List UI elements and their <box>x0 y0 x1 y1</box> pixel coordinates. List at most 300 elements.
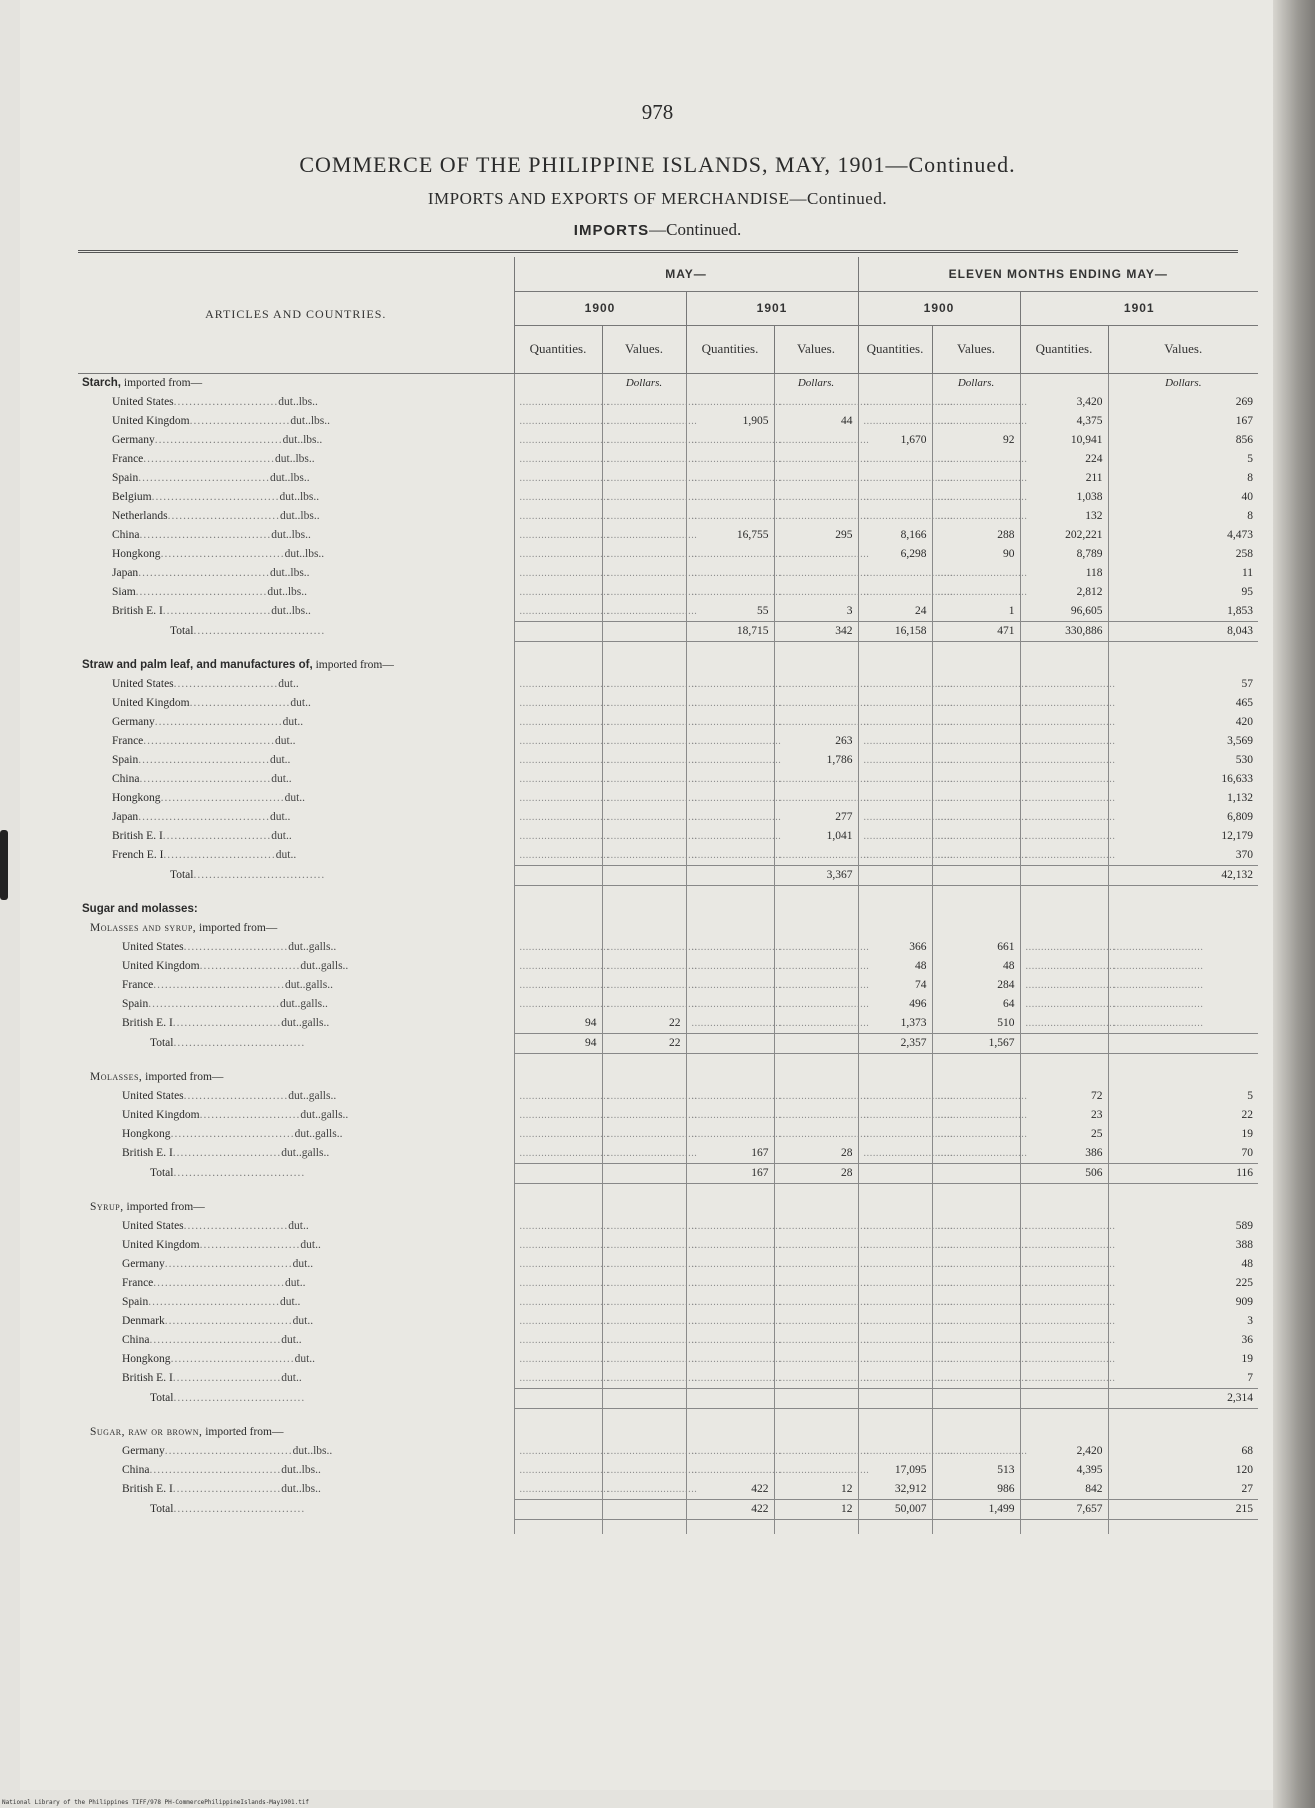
table-cell <box>1108 1519 1258 1534</box>
table-row <box>78 957 1258 976</box>
table-cell: 530 <box>1108 751 1258 770</box>
table-cell: ............................. <box>686 564 774 583</box>
row-unit: dut..lbs.. <box>269 567 310 579</box>
row-unit: dut.. <box>271 830 292 842</box>
table-cell <box>602 641 686 656</box>
table-cell: ............................. <box>514 770 602 789</box>
table-cell: ............................. <box>602 995 686 1014</box>
table-cell <box>858 1423 932 1442</box>
section-heading-row <box>78 656 1258 675</box>
table-cell: ............................. <box>686 1014 774 1034</box>
table-cell: ............................. <box>514 1217 602 1236</box>
table-cell: ............................. <box>602 1274 686 1293</box>
table-cell <box>858 656 932 675</box>
table-row <box>78 1274 1258 1293</box>
table-cell: ............................. <box>932 1369 1020 1389</box>
table-cell <box>858 885 932 900</box>
leader-dots: ................................. <box>164 1258 293 1270</box>
table-cell: ............................. <box>1108 938 1258 957</box>
table-cell: 330,886 <box>1020 621 1108 641</box>
table-row <box>78 450 1258 469</box>
table-cell: ............................. <box>1108 1014 1258 1034</box>
table-cell: ............................. <box>686 431 774 450</box>
leader-dots: ........................... <box>173 678 279 690</box>
leader-dots: .................................. <box>173 1167 306 1179</box>
leader-dots: ............................ <box>162 830 272 842</box>
table-row <box>78 469 1258 488</box>
table-cell: ............................. <box>686 469 774 488</box>
table-cell: 1,905 <box>686 412 774 431</box>
table-cell: ............................. <box>514 1106 602 1125</box>
table-cell: ............................. <box>932 507 1020 526</box>
row-unit: dut.. <box>292 1315 314 1327</box>
table-cell: ............................. <box>514 1312 602 1331</box>
table-cell: ............................. <box>1020 846 1108 866</box>
table-cell: ............................. <box>774 1331 858 1350</box>
total-row <box>78 1033 1258 1053</box>
row-unit: dut..galls.. <box>285 979 333 991</box>
section-title <box>0 220 1315 240</box>
table-cell: ............................. <box>932 564 1020 583</box>
table-cell: ............................. <box>932 694 1020 713</box>
table-cell: 225 <box>1108 1274 1258 1293</box>
table-cell: 12 <box>774 1480 858 1500</box>
table-row <box>78 1087 1258 1106</box>
table-cell: ............................. <box>774 1106 858 1125</box>
table-cell <box>1020 1408 1108 1423</box>
table-cell <box>858 1388 932 1408</box>
table-cell <box>686 1423 774 1442</box>
table-cell: 471 <box>932 621 1020 641</box>
table-cell: ............................. <box>774 995 858 1014</box>
table-cell: ............................. <box>774 1293 858 1312</box>
row-unit: dut..galls.. <box>281 1147 330 1160</box>
table-cell: ............................. <box>602 431 686 450</box>
table-cell: ............................. <box>686 713 774 732</box>
table-cell: ............................. <box>1020 1014 1108 1034</box>
table-cell <box>774 885 858 900</box>
table-cell <box>602 1388 686 1408</box>
table-cell: ............................. <box>602 1106 686 1125</box>
table-row <box>78 1106 1258 1125</box>
row-unit: dut..lbs.. <box>292 1445 333 1457</box>
table-cell: ............................. <box>686 545 774 564</box>
row-label: United States <box>112 678 174 690</box>
row-label: Spain <box>122 1296 149 1308</box>
table-cell <box>602 919 686 938</box>
table-cell <box>78 1408 514 1423</box>
leader-dots: ................................. <box>151 491 280 503</box>
table-cell: ............................. <box>686 1442 774 1461</box>
header-eleven-1901: 1901 <box>1020 291 1258 325</box>
table-cell: 1,499 <box>932 1499 1020 1519</box>
leader-dots: .......................... <box>199 1239 301 1251</box>
row-label: China <box>122 1334 150 1346</box>
table-cell: ............................. <box>1020 1236 1108 1255</box>
table-cell: ............................. <box>932 1125 1020 1144</box>
table-cell <box>602 621 686 641</box>
table-cell: ............................. <box>932 732 1020 751</box>
table-cell: ............................. <box>858 393 932 412</box>
table-cell <box>774 1068 858 1087</box>
table-cell: 42,132 <box>1108 865 1258 885</box>
row-unit: dut.. <box>275 849 297 862</box>
row-unit: dut..lbs.. <box>284 548 325 560</box>
table-row <box>78 1331 1258 1350</box>
table-cell: 167 <box>1108 412 1258 431</box>
table-cell: 7,657 <box>1020 1499 1108 1519</box>
table-cell: ............................. <box>686 751 774 770</box>
table-cell: 25 <box>1020 1125 1108 1144</box>
row-label: Germany <box>122 1445 165 1457</box>
table-cell: ............................. <box>932 770 1020 789</box>
table-cell <box>858 1408 932 1423</box>
table-cell <box>602 1423 686 1442</box>
table-cell: ............................. <box>774 583 858 602</box>
row-label: Spain <box>122 998 149 1010</box>
table-cell: 8,043 <box>1108 621 1258 641</box>
table-cell: ............................. <box>514 808 602 827</box>
table-cell: ............................. <box>514 846 602 866</box>
leader-dots: .................................. <box>138 811 270 823</box>
table-cell <box>78 1053 514 1068</box>
table-cell: 1,041 <box>774 827 858 846</box>
table-cell: ............................. <box>514 675 602 694</box>
table-cell <box>1108 656 1258 675</box>
table-cell: 288 <box>932 526 1020 545</box>
row-label: United States <box>122 1220 184 1232</box>
table-cell <box>932 1423 1020 1442</box>
table-cell: ............................. <box>1020 1331 1108 1350</box>
table-cell: ............................. <box>602 526 686 545</box>
table-cell: ............................. <box>774 976 858 995</box>
table-cell: ............................. <box>932 751 1020 770</box>
header-quantities: Quantities. <box>1020 325 1108 373</box>
table-cell: ............................. <box>932 1312 1020 1331</box>
leader-dots: ............................ <box>172 1483 282 1496</box>
header-quantities: Quantities. <box>686 325 774 373</box>
table-cell: ............................. <box>602 450 686 469</box>
table-cell: ............................. <box>514 1125 602 1144</box>
leader-dots: ........................... <box>183 1090 289 1102</box>
table-cell: 856 <box>1108 431 1258 450</box>
table-cell: 8,789 <box>1020 545 1108 564</box>
spacer-row <box>78 1519 1258 1534</box>
table-cell: ............................. <box>602 1461 686 1480</box>
table-cell <box>1020 919 1108 938</box>
table-cell: ............................. <box>514 1236 602 1255</box>
table-cell: 10,941 <box>1020 431 1108 450</box>
table-cell: ............................. <box>686 846 774 866</box>
table-cell: 6,298 <box>858 545 932 564</box>
table-cell <box>686 919 774 938</box>
table-cell: 269 <box>1108 393 1258 412</box>
table-cell: 94 <box>514 1014 602 1034</box>
table-cell <box>514 1388 602 1408</box>
table-cell: ............................. <box>686 1106 774 1125</box>
row-label: United States <box>122 941 184 953</box>
table-cell: ............................. <box>514 450 602 469</box>
table-cell <box>1020 885 1108 900</box>
table-cell: 388 <box>1108 1236 1258 1255</box>
table-cell: 1,853 <box>1108 602 1258 622</box>
table-cell: ............................. <box>774 1312 858 1331</box>
table-cell <box>1108 885 1258 900</box>
spacer-row <box>78 1053 1258 1068</box>
row-label: Spain <box>112 754 139 766</box>
table-cell <box>774 1183 858 1198</box>
table-row <box>78 1480 1258 1500</box>
table-cell: 48 <box>932 957 1020 976</box>
table-cell: 3,569 <box>1108 732 1258 751</box>
table-cell: 72 <box>1020 1087 1108 1106</box>
table-cell: ............................. <box>1020 751 1108 770</box>
row-unit: dut..galls.. <box>281 1017 330 1030</box>
table-cell: ............................. <box>602 1331 686 1350</box>
table-cell: ............................. <box>774 393 858 412</box>
table-cell: ............................. <box>514 469 602 488</box>
table-cell <box>686 373 774 393</box>
leader-dots: .................................. <box>143 735 276 747</box>
row-unit: dut..lbs.. <box>281 1483 321 1496</box>
table-cell: 120 <box>1108 1461 1258 1480</box>
table-cell: 909 <box>1108 1293 1258 1312</box>
header-may-1900: 1900 <box>514 291 686 325</box>
table-cell <box>774 1053 858 1068</box>
table-row <box>78 1369 1258 1389</box>
table-cell <box>602 1068 686 1087</box>
spacer-row <box>78 885 1258 900</box>
table-cell: ............................. <box>686 1461 774 1480</box>
table-cell <box>932 1163 1020 1183</box>
table-cell: 211 <box>1020 469 1108 488</box>
table-cell: ............................. <box>774 1014 858 1034</box>
leader-dots: .................................. <box>193 625 326 637</box>
table-cell: ............................. <box>932 789 1020 808</box>
section-heading: Sugar and molasses: <box>82 903 198 915</box>
table-cell: Dollars. <box>602 373 686 393</box>
table-cell: ............................. <box>602 675 686 694</box>
table-cell: ............................. <box>602 602 686 622</box>
table-cell: 28 <box>774 1144 858 1164</box>
table-cell: ............................. <box>774 545 858 564</box>
table-cell: 64 <box>932 995 1020 1014</box>
table-row <box>78 526 1258 545</box>
table-cell: 68 <box>1108 1442 1258 1461</box>
table-cell <box>774 1408 858 1423</box>
table-cell: ............................. <box>858 1144 932 1164</box>
table-cell <box>514 1499 602 1519</box>
table-cell: 215 <box>1108 1499 1258 1519</box>
commerce-table <box>78 257 1258 1534</box>
table-cell <box>932 1388 1020 1408</box>
table-cell <box>932 885 1020 900</box>
table-cell: ............................. <box>932 393 1020 412</box>
table-cell: ............................. <box>686 827 774 846</box>
row-label: British E. I <box>112 605 163 618</box>
section-heading: Straw and palm leaf, and manufactures of, <box>82 659 313 671</box>
table-cell: ............................. <box>858 827 932 846</box>
table-cell <box>686 656 774 675</box>
table-cell <box>602 656 686 675</box>
table-cell <box>1108 1198 1258 1217</box>
table-cell: ............................. <box>514 393 602 412</box>
table-cell <box>774 1388 858 1408</box>
table-cell: ............................. <box>602 751 686 770</box>
row-label: United Kingdom <box>122 960 200 972</box>
row-label: British E. I <box>122 1147 173 1160</box>
table-cell: 94 <box>514 1033 602 1053</box>
table-cell: 18,715 <box>686 621 774 641</box>
leader-dots: ........................... <box>173 396 279 408</box>
row-unit: dut.. <box>279 1296 301 1308</box>
table-cell: Dollars. <box>932 373 1020 393</box>
table-cell <box>1108 1068 1258 1087</box>
table-cell: ............................. <box>686 1350 774 1369</box>
table-cell: ............................. <box>1020 694 1108 713</box>
table-cell <box>602 1183 686 1198</box>
table-cell: 16,158 <box>858 621 932 641</box>
table-cell <box>686 865 774 885</box>
table-row <box>78 713 1258 732</box>
table-row <box>78 1144 1258 1164</box>
table-cell <box>932 900 1020 919</box>
table-cell: ............................. <box>932 808 1020 827</box>
table-cell: ............................. <box>602 1144 686 1164</box>
table-cell <box>1020 1183 1108 1198</box>
section-heading: Syrup, <box>90 1201 124 1213</box>
table-cell: 3,420 <box>1020 393 1108 412</box>
table-cell: ............................. <box>514 564 602 583</box>
row-label: Japan <box>112 567 139 579</box>
table-cell: 277 <box>774 808 858 827</box>
table-cell: ............................. <box>514 827 602 846</box>
table-cell: ............................. <box>602 1087 686 1106</box>
table-cell: 8,166 <box>858 526 932 545</box>
spacer-row <box>78 1408 1258 1423</box>
table-cell: 258 <box>1108 545 1258 564</box>
leader-dots: .................................. <box>138 567 270 579</box>
table-cell <box>514 1068 602 1087</box>
table-cell: ............................. <box>514 1255 602 1274</box>
binding-mark <box>0 830 8 900</box>
table-cell: ............................. <box>514 976 602 995</box>
header-values: Values. <box>932 325 1020 373</box>
table-cell: ............................. <box>774 1255 858 1274</box>
table-cell: 3,367 <box>774 865 858 885</box>
table-cell: 27 <box>1108 1480 1258 1500</box>
table-cell: ............................. <box>932 713 1020 732</box>
header-eleven-1900: 1900 <box>858 291 1020 325</box>
table-cell: ............................. <box>1108 995 1258 1014</box>
table-cell: ............................. <box>514 957 602 976</box>
table-cell: ............................. <box>858 488 932 507</box>
row-label: Germany <box>112 716 155 728</box>
table-cell: ............................. <box>858 675 932 694</box>
row-unit: dut..lbs.. <box>282 434 323 446</box>
table-cell <box>1108 919 1258 938</box>
table-cell: ............................. <box>686 507 774 526</box>
row-label: Germany <box>122 1258 165 1270</box>
table-cell: ............................. <box>686 1312 774 1331</box>
table-cell <box>858 900 932 919</box>
table-cell: ............................. <box>514 1274 602 1293</box>
table-cell: ............................. <box>932 412 1020 431</box>
row-label: France <box>122 1277 154 1289</box>
row-label: United States <box>112 396 174 408</box>
table-cell: ............................. <box>514 431 602 450</box>
table-cell: ............................. <box>602 846 686 866</box>
table-cell: 370 <box>1108 846 1258 866</box>
table-cell <box>1020 1423 1108 1442</box>
table-cell: ............................. <box>858 1236 932 1255</box>
table-cell: 1,132 <box>1108 789 1258 808</box>
table-cell <box>514 621 602 641</box>
table-cell <box>858 1163 932 1183</box>
table-cell: 96,605 <box>1020 602 1108 622</box>
table-cell <box>932 1519 1020 1534</box>
table-cell <box>1108 641 1258 656</box>
table-cell: 506 <box>1020 1163 1108 1183</box>
section-heading-rest: imported from— <box>123 1201 205 1213</box>
row-label: Hongkong <box>112 548 161 560</box>
total-label: Total <box>170 625 194 637</box>
spacer-row <box>78 1183 1258 1198</box>
row-unit: dut.. <box>281 1372 302 1385</box>
table-cell: ............................. <box>1020 1312 1108 1331</box>
leader-dots: ................................ <box>160 792 285 804</box>
table-cell: 22 <box>602 1033 686 1053</box>
table-cell <box>932 1408 1020 1423</box>
leader-dots: ............................. <box>167 510 280 522</box>
table-row <box>78 602 1258 622</box>
table-cell: 1,786 <box>774 751 858 770</box>
table-cell: ............................. <box>858 412 932 431</box>
table-cell: ............................. <box>774 1369 858 1389</box>
section-heading-row <box>78 900 1258 919</box>
table-cell <box>774 900 858 919</box>
row-label: United States <box>122 1090 184 1102</box>
table-cell: ............................. <box>514 488 602 507</box>
row-unit: dut..lbs.. <box>279 510 320 522</box>
table-cell <box>774 1033 858 1053</box>
table-cell: ............................. <box>602 507 686 526</box>
table-cell: ............................. <box>514 412 602 431</box>
table-cell: ............................. <box>602 694 686 713</box>
header-values: Values. <box>602 325 686 373</box>
table-cell: ............................. <box>858 1106 932 1125</box>
table-cell: ............................. <box>858 713 932 732</box>
table-top-rule <box>78 250 1238 257</box>
table-cell: ............................. <box>774 1274 858 1293</box>
row-label: British E. I <box>112 830 163 842</box>
table-cell: ............................. <box>1020 827 1108 846</box>
row-unit: dut..lbs.. <box>275 453 315 465</box>
table-cell <box>1108 1053 1258 1068</box>
table-cell: ............................. <box>602 1293 686 1312</box>
row-label: China <box>112 529 140 541</box>
table-row <box>78 1461 1258 1480</box>
table-cell: ............................. <box>858 1087 932 1106</box>
row-label: Belgium <box>112 491 152 503</box>
table-cell: 50,007 <box>858 1499 932 1519</box>
table-cell: ............................. <box>686 694 774 713</box>
sub-title: IMPORTS AND EXPORTS OF MERCHANDISE—Continued. <box>427 189 888 208</box>
table-cell: 28 <box>774 1163 858 1183</box>
table-cell: ............................. <box>602 789 686 808</box>
table-cell: ............................. <box>1020 957 1108 976</box>
table-cell: ............................. <box>686 393 774 412</box>
